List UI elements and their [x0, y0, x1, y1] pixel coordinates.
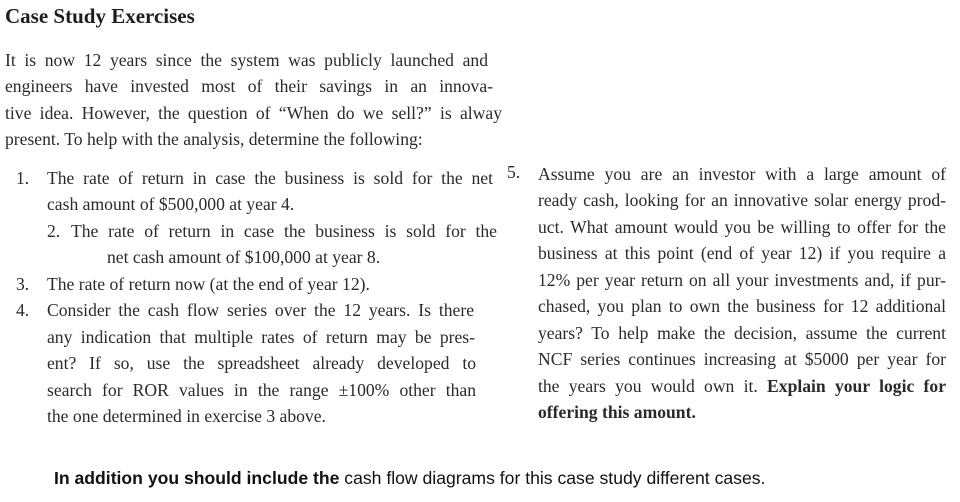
item-number: 4.	[16, 300, 30, 320]
item-number: 2.	[47, 221, 61, 241]
footer-note-text: cash flow diagrams for this case study different cases.	[339, 468, 766, 488]
item-text-line: uct. What amount would you be willing to offer for the	[538, 217, 946, 237]
item-number: 1.	[16, 168, 30, 188]
item-text-line: years? To help make the decision, assume the current	[538, 323, 946, 343]
item-number: 5.	[507, 162, 521, 182]
intro-line: tive idea. However, the question of “When do we sell?” is alway	[5, 103, 502, 123]
page-title: Case Study Exercises	[5, 4, 195, 28]
item-text-line: The rate of return in case the business is sold for the net	[47, 168, 493, 188]
item-number: 3.	[16, 274, 30, 294]
item-text-line: net cash amount of $100,000 at year 8.	[107, 247, 381, 267]
item-text-line: cash amount of $500,000 at year 4.	[47, 194, 295, 214]
item-text-line: NCF series continues increasing at $5000 per year for	[538, 349, 946, 369]
item-text-line: business at this point (end of year 12) if you require a	[538, 243, 946, 263]
item-text-line: Assume you are an investor with a large amount of	[538, 164, 946, 184]
footer-note-bold: In addition you should include the	[54, 468, 340, 488]
item-text-line: 12% per year return on all your investments and, if pur-	[538, 270, 946, 290]
item-text-line: Consider the cash flow series over the 12 years. Is there	[47, 300, 474, 320]
item-text-line: search for ROR values in the range ±100% other than	[47, 380, 476, 400]
item-text-emphasis: Explain your logic for	[767, 376, 946, 396]
item-text-line	[538, 378, 946, 396]
intro-line: It is now 12 years since the system was publicly launched and	[5, 50, 488, 70]
item-text-line: any indication that multiple rates of return may be pres-	[47, 327, 475, 347]
item-text-line: The rate of return now (at the end of year 12).	[47, 274, 370, 294]
item-text-line: The rate of return in case the business is sold for the	[71, 221, 497, 241]
footer-note	[54, 468, 765, 489]
item-text-line: ready cash, looking for an innovative solar energy prod-	[538, 190, 946, 210]
item-text-line: ent? If so, use the spreadsheet already developed to	[47, 353, 476, 373]
item-text-line: the one determined in exercise 3 above.	[47, 406, 326, 426]
intro-line: engineers have invested most of their savings in an innova-	[5, 76, 493, 96]
item-text-plain: the years you would own it.	[538, 376, 768, 396]
intro-line: present. To help with the analysis, determine the following:	[5, 129, 423, 149]
item-text-emphasis-line: offering this amount.	[538, 402, 696, 422]
item-text-line: chased, you plan to own the business for 12 additional	[538, 296, 946, 316]
